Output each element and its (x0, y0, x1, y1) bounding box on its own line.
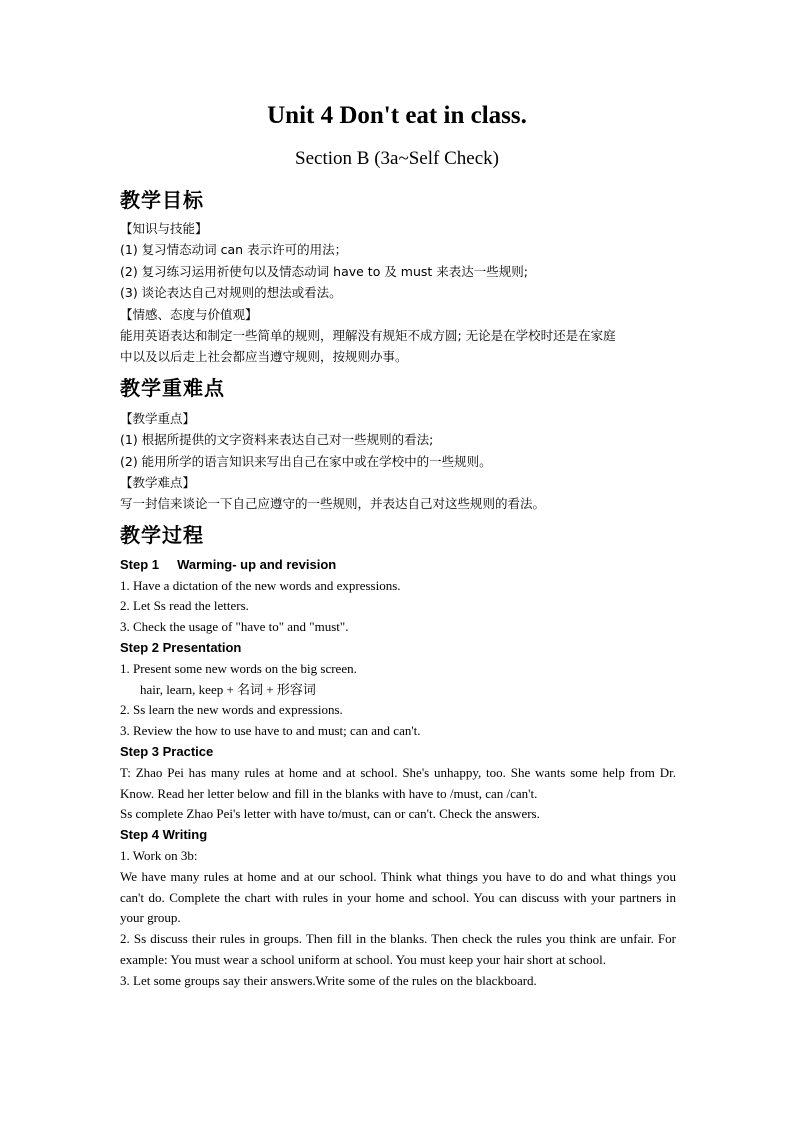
document-title: Unit 4 Don't eat in class. (267, 102, 527, 129)
knowledge-item: (1) 复习情态动词 can 表示许可的用法； (120, 242, 348, 258)
step3-title: Step 3 Practice (120, 744, 214, 760)
document-subtitle: Section B (3a~Self Check) (295, 148, 499, 169)
emotion-label: 【情感、态度与价值观】 (120, 306, 258, 322)
step4-title: Step 4 Writing (120, 827, 208, 843)
step2-line: 2. Ss learn the new words and expressions. (120, 702, 343, 718)
step2-title: Step 2 Presentation (120, 640, 242, 656)
knowledge-label: 【知识与技能】 (120, 221, 208, 236)
key-item: (2) 能用所学的语言知识来写出自己在家中或在学校中的一些规则。 (120, 453, 492, 469)
step3-paragraph: Ss complete Zhao Pei's letter with have to/must, can or can't. Check the answers. (120, 806, 540, 822)
difficult-label: 【教学难点】 (120, 475, 196, 491)
document-body (120, 184, 676, 992)
knowledge-item: (2) 复习练习运用祈使句以及情态动词 have to 及 must 来表达一些规则; (120, 263, 528, 279)
step4-paragraph: 2. Ss discuss their rules in groups. Then fill in the blanks. Then check the rules you think are unfair. For example: You must wear a school uniform at school. You must keep your hair short at school. (120, 931, 676, 968)
step1-line: 2. Let Ss read the letters. (120, 598, 249, 614)
step1-title: Step 1 Warming- up and revision (120, 556, 337, 572)
objectives-heading: 教学目标 (120, 188, 204, 212)
process-heading: 教学过程 (120, 522, 204, 547)
step4-line: 1. Work on 3b: (120, 848, 198, 864)
emotion-line: 能用英语表达和制定一些简单的规则，理解没有规矩不成方圆; 无论是在学校时还是在家庭 (120, 328, 616, 344)
key-item: (1) 根据所提供的文字资料来表达自己对一些规则的看法; (120, 432, 434, 448)
step2-line: 3. Review the how to use have to and must; can and can't. (120, 723, 421, 739)
key-points-heading: 教学重难点 (120, 375, 225, 400)
key-label: 【教学重点】 (120, 410, 196, 426)
knowledge-item: (3) 谈论表达自己对规则的想法或看法。 (120, 285, 342, 301)
step2-line: 1. Present some new words on the big screen. (120, 660, 357, 676)
emotion-line: 中以及以后走上社会都应当遵守规则，按规则办事。 (120, 349, 408, 365)
step1-line: 3. Check the usage of "have to" and "must". (120, 619, 349, 635)
step2-sub-line: hair, learn, keep + 名词 + 形容词 (140, 681, 316, 697)
difficult-text: 写一封信来谈论一下自己应遵守的一些规则，并表达自己对这些规则的看法。 (120, 496, 546, 512)
step1-line: 1. Have a dictation of the new words and expressions. (120, 577, 401, 593)
step3-paragraph: T: Zhao Pei has many rules at home and at school. She's unhappy, too. She wants some help from Dr. Know. Read her letter below and fill in the blanks with have to /must, can /can't. (120, 764, 676, 801)
step4-paragraph: We have many rules at home and at our school. Think what things you have to do and what things you can't do. Complete the chart with rules in your home and school. You can discuss with your partners in your group. (120, 868, 676, 926)
step4-line: 3. Let some groups say their answers.Write some of the rules on the blackboard. (120, 972, 537, 988)
